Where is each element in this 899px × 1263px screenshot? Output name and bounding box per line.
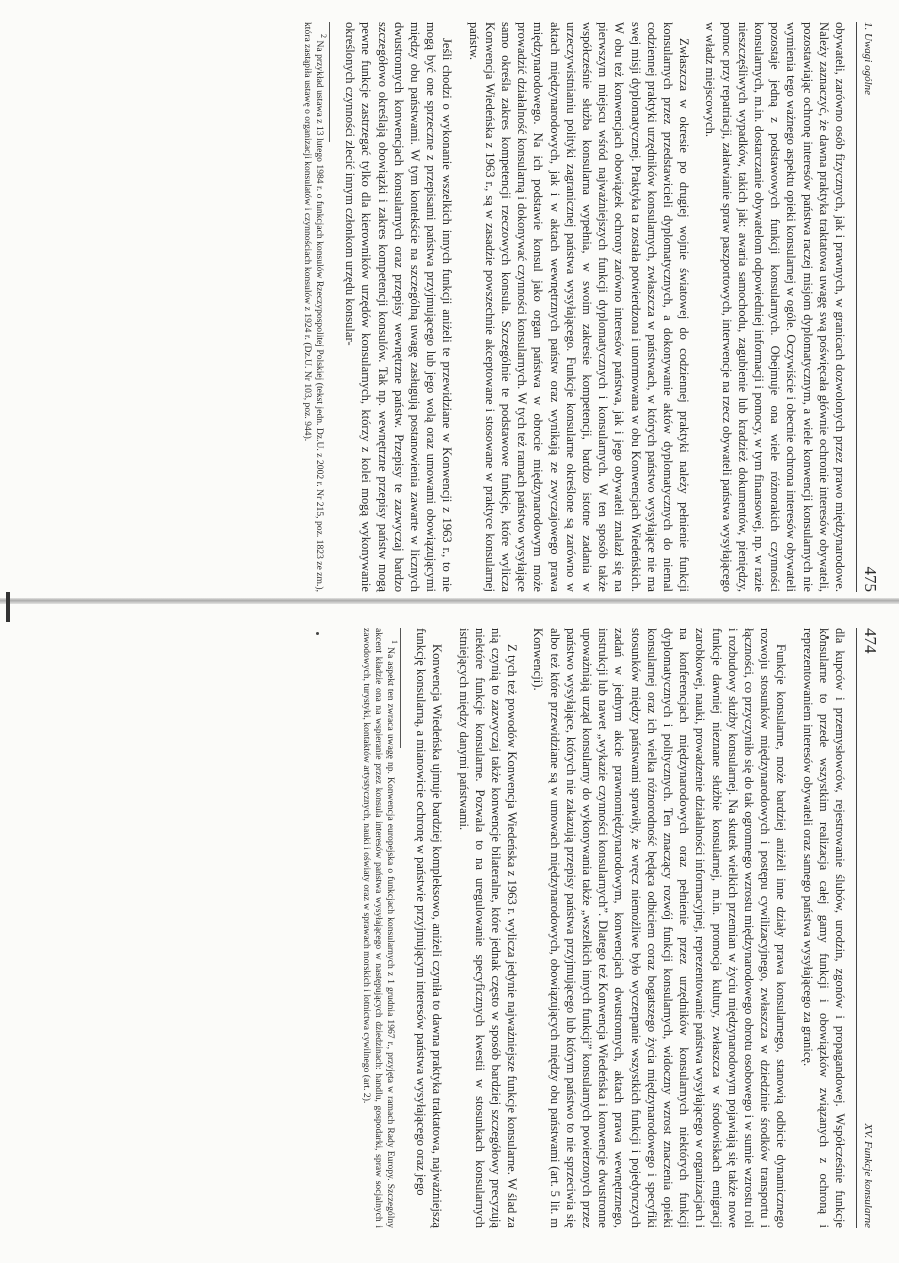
running-head: 1. Uwagi ogólne bbox=[862, 22, 874, 96]
paragraph: dla kupców i przemysłowców, rejestrowanie ślubów, urodzin, zgonów i propagandowej. Współcześnie funkcje konsularne to przede wszystkim realizacja całej gamy funkcji i obowiązków związanych z ochroną i reprezentowaniem interesów obywateli oraz samego państwa wysyłającego za granicę. bbox=[800, 628, 847, 1228]
paragraph: obywateli, zarówno osób fizycznych, jak i prawnych, w granicach dozwolonych przez prawo międzynarodowe. Należy zaznaczyć, że dawna praktyka traktatowa uwagę swą poświęcała głównie ochronie interesów obywateli, pozostawiając ochronę interesów państwa raczej misjom dyplomatycznym, a wiele konwencji konsularnych nie wymienia tego ważnego aspektu opieki konsularnej w ogóle. Oczywiście i obecnie ochrona interesów obywateli pozostaje jedną z podstawowych funkcji konsularnych. Obejmuje ona wiele różnorakich czynności konsularnych, m.in. dostarczanie obywatelom odpowiedniej informacji i pomocy, w tym finansowej, np. w razie nieszczęśliwych wypadków, takich jak: awaria samochodu, zagubienie lub kradzież dokumentów, pieniędzy, pomoc przy repatriacji, załatwianie spraw paszportowych, interwencje na rzecz obywateli państwa wysyłającego w władz miejscowych. bbox=[703, 22, 847, 592]
footnote-text: Na aspekt ten zwraca uwagę np. Konwencja europejska o funkcjach konsularnych z 1 grudnia 1967 r., przyjęta w ramach Rady Europy. Szczególny akcent kładzie ona na wspieranie przez konsula interesów państwa wysyłającego w następujących dziedzinach: handlu, gospodarki, spraw socjalnych i zawodowych, turystyki, kontaktów artystycznych, nauki i oświaty oraz w sprawach morskich i lotnictwa cywilnego (art. 2). bbox=[360, 628, 396, 1228]
footnote-rule bbox=[329, 22, 330, 142]
running-head: XV. Funkcje konsularne bbox=[862, 1123, 874, 1228]
paragraph: Z tych też powodów Konwencja Wiedeńska z 1963 r. wylicza jedynie najważniejsze funkcje konsularne. W ślad za nią czynią to zazwyczaj także konwencje bilateralne, które jednak często w sposób bardziej szczegółowy precyzują niektóre funkcje konsularne. Pozwala to na uregulowanie specyficznych kwestii w stosunkach konsularnych istniejących między danymi państwami. bbox=[456, 628, 520, 1228]
page-474 bbox=[20, 628, 880, 1228]
footnote bbox=[360, 628, 400, 1228]
page-header bbox=[856, 628, 880, 1228]
gutter-mark bbox=[6, 592, 10, 622]
book-gutter-fold bbox=[0, 598, 899, 604]
page-number: 474 bbox=[861, 628, 880, 654]
paragraph: Zwłaszcza w okresie po drugiej wojnie światowej do codziennej praktyki należy pełnienie funkcji konsularnych przez przedstawicieli dyplomatycznych, a dokonywanie aktów dyplomatycznych do niemal codziennej praktyki urzędników konsularnych, zwłaszcza w państwach, w których państwo wysyłające nie ma swej misji dyplomatycznej. Praktyka ta została potwierdzona i unormowana w obu Konwencjach Wiedeńskich. W obu też konwencjach obowiązek ochrony zarówno interesów państwa, jak i jego obywateli znalazł się na pierwszym miejscu wśród najważniejszych funkcji dyplomatycznych i konsularnych. W ten sposób także współcześnie służba konsularna wypełnia, w swoim zakresie kompetencji, bardzo istotne zadania w urzeczywistnianiu polityki zagranicznej państwa wysyłającego. Funkcje konsularne określone są zarówno w aktach międzynarodowych, jak i w aktach wewnętrznych państw oraz wynikają ze zwyczajowego prawa międzynarodowego. Na ich podstawie konsul jako organ państwa w obrocie międzynarodowym może prowadzić działalność konsularną i dokonywać czynności konsularnych. W tych też ramach państwo wysyłające samo określa zakres kompetencji rzeczowych konsula. Szczególnie te podstawowe funkcje, które wylicza Konwencja Wiedeńska z 1963 r., są w zasadzie powszechnie akceptowane i stosowane w praktyce konsularnej państw. bbox=[466, 22, 692, 592]
paragraph: Funkcje konsularne, może bardziej aniżeli inne działy prawa konsularnego, stanowią odbicie dynamicznego rozwoju stosunków międzynarodowych i postępu cywilizacyjnego, zwłaszcza w dziedzinie środków transportu i łączności, co przyczyniło się do tak ogromnego wzrostu międzynarodowego obrotu osobowego i w sumie wzrostu roli i rozbudowy służby konsularnej. Na skutek wielkich przemian w życiu międzynarodowym pojawiają się także nowe funkcje dawniej nieznane służbie konsularnej, m.in. promocja kultury, zwłaszcza w środowiskach emigracji zarobkowej, nauki, prowadzenie działalności informacyjnej, reprezentowanie państwa wysyłającego w organizacjach i na konferencjach międzynarodowych oraz pełnienie przez urzędników konsularnych niektórych funkcji dyplomatycznych i politycznych. Ten znaczący rozwój funkcji konsularnych, widoczny wzrost znaczenia opieki konsularnej oraz ich wielka różnorodność będąca odbiciem coraz bogatszego życia międzynarodowego i specyfiki stosunków między państwami sprawiły, że wręcz niemożliwe było wyczerpanie wszystkich funkcji i pojedynczych zadań w jednym akcie prawnomiędzynarodowym, konwencjach dwustronnych, aktach prawa wewnętrznego, instrukcji lub nawet „wykazie czynności konsularnych”. Dlatego też Konwencja Wiedeńska i konwencje dwustronne upoważniają urząd konsularny do wykonywania także „wszelkich innych funkcji” konsularnych powierzonych przez państwo wysyłające, których nie zakazują przepisy państwa przyjmującego lub którym państwo to nie sprzeciwia się albo też które przewidziane są w umowach międzynarodowych, obowiązujących między obu państwami (art. 5 lit. m Konwencji). bbox=[531, 628, 789, 1228]
paragraph: Konwencja Wiedeńska ujmuje bardziej kompleksowo, aniżeli czyniła to dawna praktyka traktatowa, najważniejszą funkcję konsularną, a mianowicie ochronę w państwie przyjmującym interesów państwa wysyłającego oraz jego bbox=[414, 628, 445, 1228]
page-number: 475 bbox=[861, 566, 880, 592]
footnote-mark: 2 bbox=[319, 34, 329, 38]
footnote-text: Na przykład ustawa z 13 lutego 1984 r. o funkcjach konsulów Rzeczypospolitej Polskiej (tekst jedn. Dz.U. z 2002 r. Nr 215, poz. 1823 ze zm.), która zastąpiła ustawę o organizacji konsulatów i czynnościach konsulów z 1924 r. (Dz.U. Nr 103, poz. 944). bbox=[301, 22, 325, 593]
paragraph: Jeśli chodzi o wykonanie wszelkich innych funkcji aniżeli te przewidziane w Konwencji z 1963 r., to nie mogą być one sprzeczne z przepisami państwa przyjmującego lub jego wolą oraz umowami obowiązującymi między obu państwami. W tym kontekście na szczególną uwagę zasługują postanowienia zawarte w licznych dwustronnych konwencjach konsularnych oraz przepisy wewnętrzne państw. Przepisy te zazwyczaj bardzo szczegółowo określają obowiązki i zakres kompetencji konsulów. Tak np. wewnętrzne przepisy państw mogą pewne funkcje zastrzegać tylko dla kierowników urzędów konsularnych, którzy z kolei mogą wykonywanie określonych czynności zlecić innym członkom urzędu konsular- bbox=[343, 22, 455, 592]
page-header bbox=[856, 22, 880, 592]
footnote-mark: 1 bbox=[390, 640, 400, 644]
footnote bbox=[301, 22, 329, 593]
page-475 bbox=[20, 22, 880, 592]
footnote-rule bbox=[400, 628, 401, 748]
